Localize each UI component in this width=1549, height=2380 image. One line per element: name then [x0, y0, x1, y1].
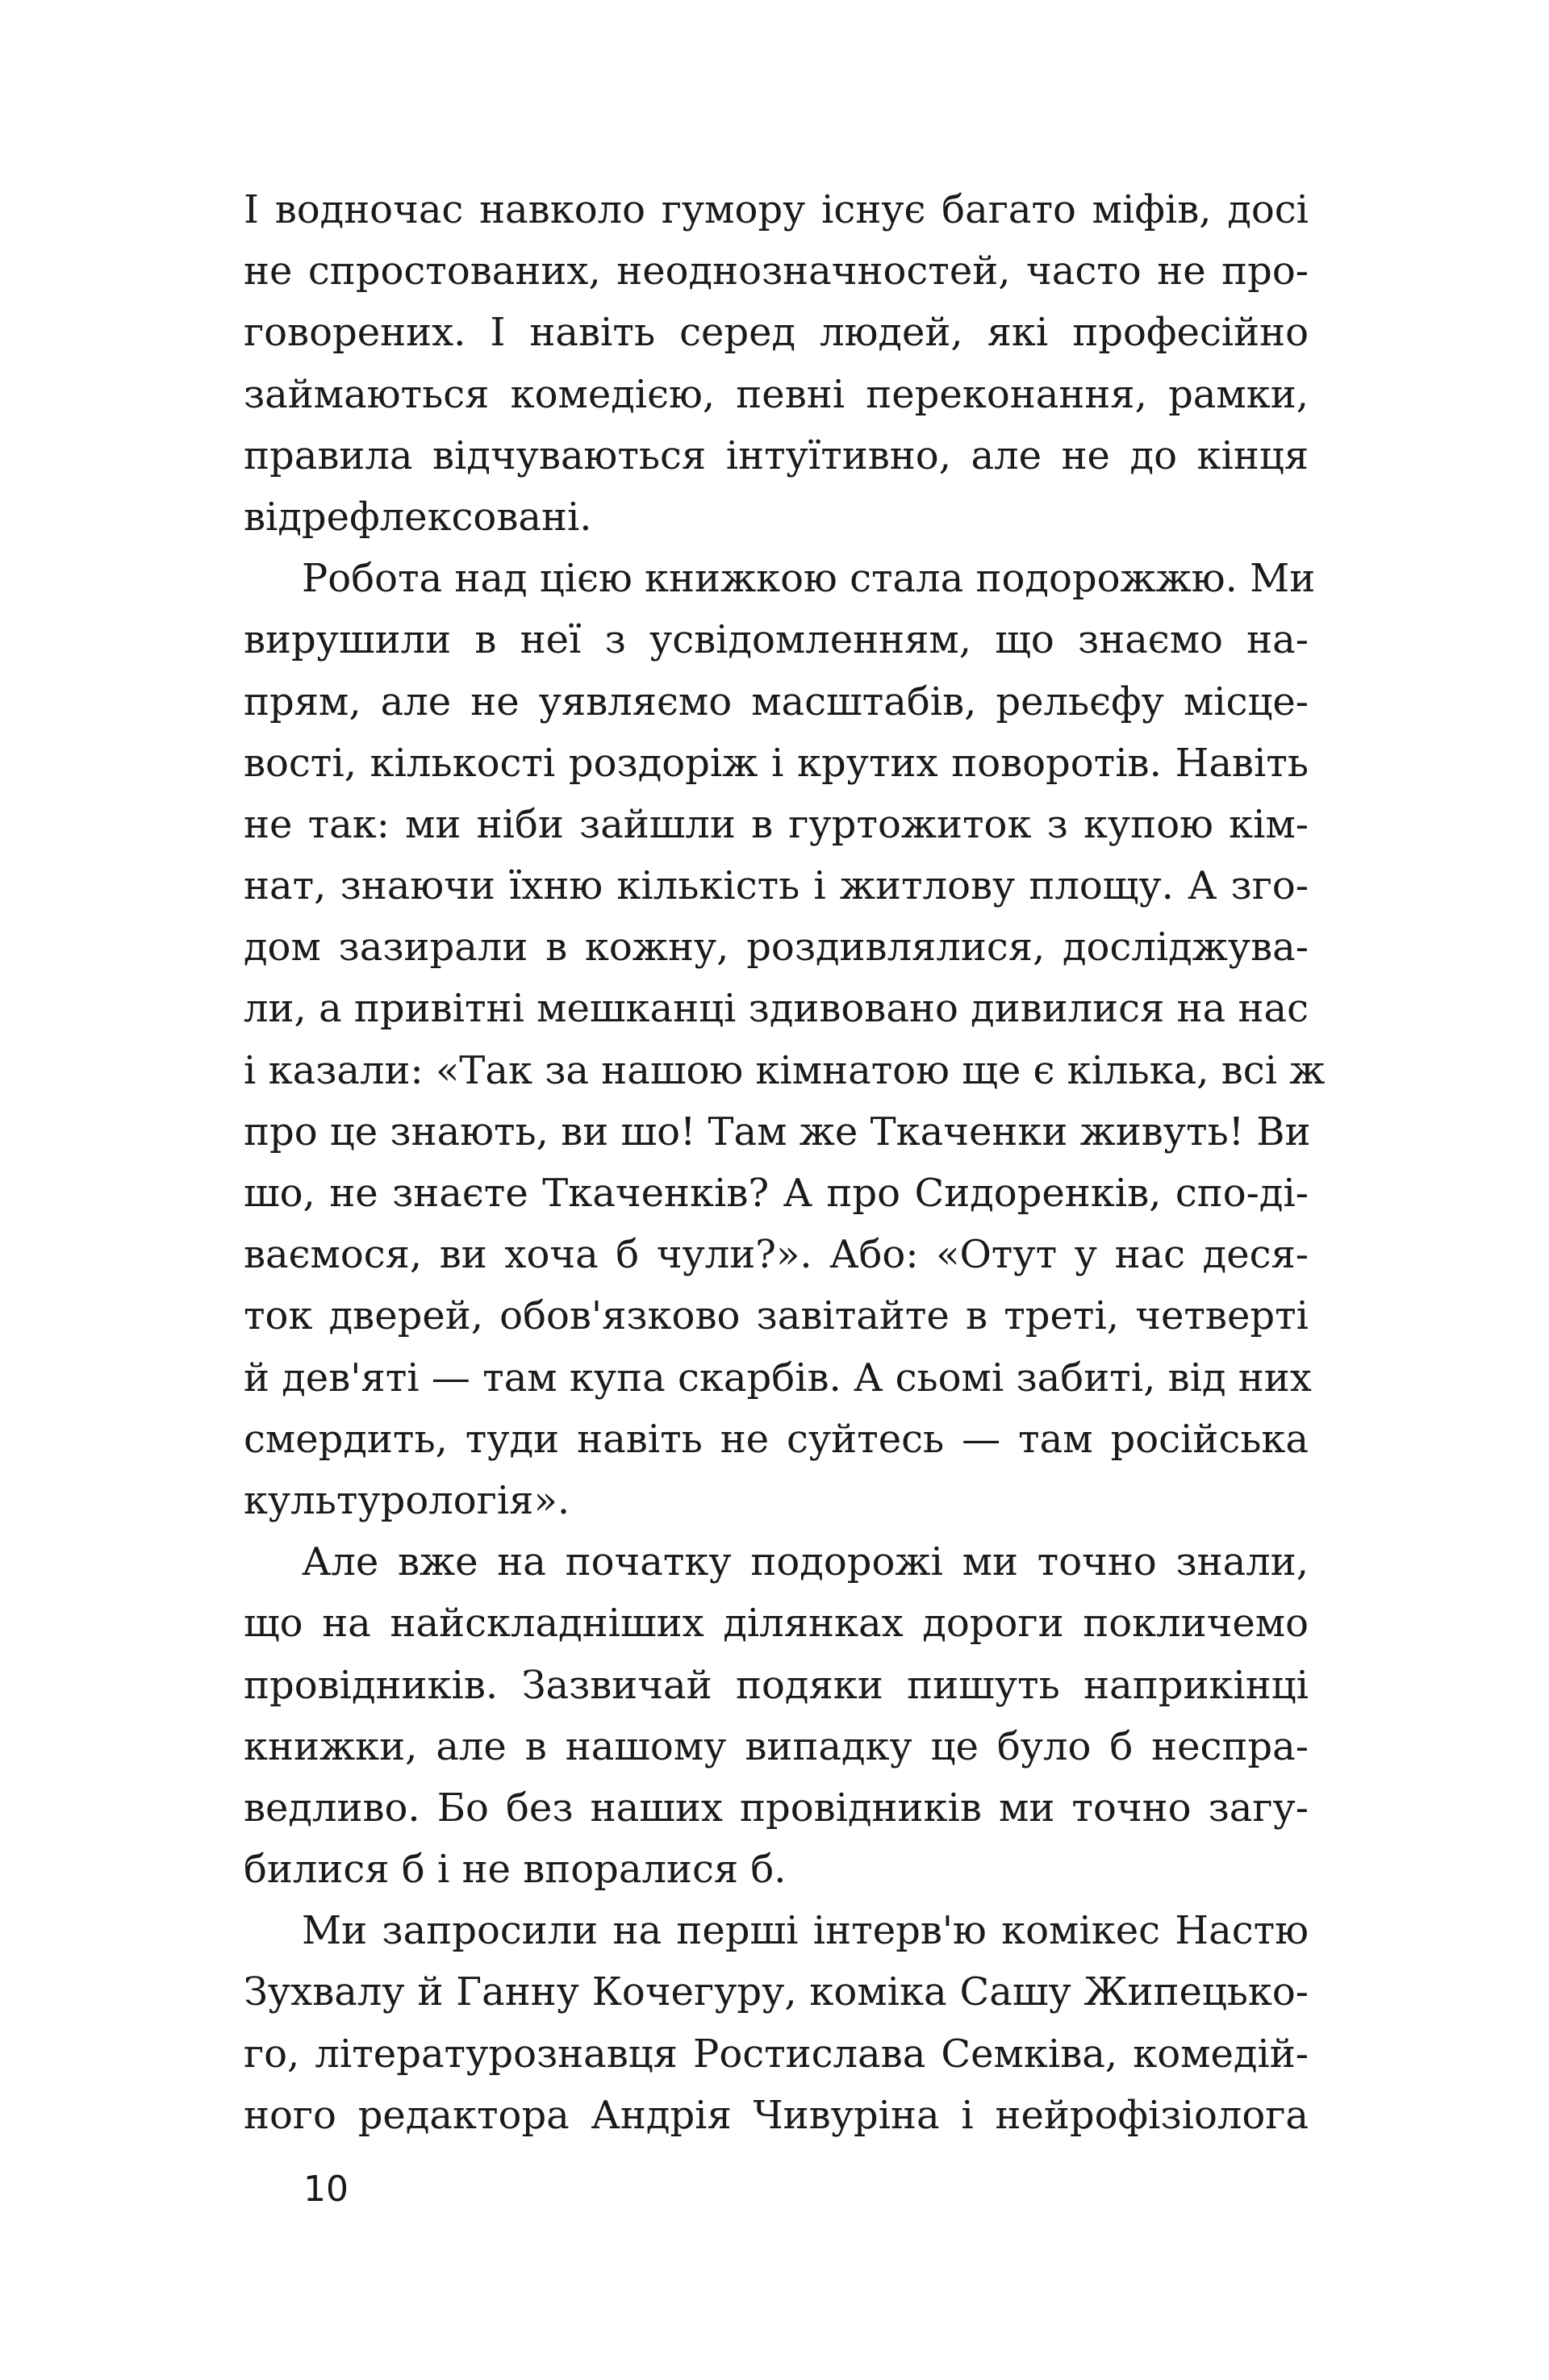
text-line: Ми запросили на перші інтерв'ю комікес Настю: [302, 1908, 1309, 1954]
text-line: смердить, туди навіть не суйтесь — там російська: [244, 1416, 1309, 1462]
text-line: Робота над цією книжкою стала подорожжю. Ми: [302, 556, 1316, 602]
text-line: займаються комедією, певні переконання, рамки,: [244, 371, 1309, 417]
text-line: шо, не знаєте Ткаченків? А про Сидоренків, спо-ді-: [244, 1171, 1309, 1216]
text-line: не спростованих, неоднозначностей, часто не про-: [244, 248, 1309, 294]
text-line: говорених. І навіть серед людей, які професійно: [244, 310, 1309, 356]
text-line: Зухвалу й Ганну Кочегуру, коміка Сашу Жипецько-: [244, 1969, 1309, 2015]
text-line: дом зазирали в кожну, роздивлялися, досліджува-: [244, 925, 1309, 971]
body-text: [244, 179, 1326, 2146]
text-line: ток дверей, обов'язково завітайте в треті, четверті: [244, 1293, 1309, 1339]
text-line: ного редактора Андрія Чивуріна і нейрофізіолога: [244, 2092, 1309, 2138]
text-line: і казали: «Так за нашою кімнатою ще є кілька, всі ж: [244, 1047, 1326, 1093]
text-line: про це знають, ви шо! Там же Ткаченки живуть! Ви: [244, 1109, 1311, 1155]
text-line: билися б і не впоралися б.: [244, 1847, 787, 1893]
text-line: відрефлексовані.: [244, 494, 592, 540]
text-line: ведливо. Бо без наших провідників ми точно загу-: [244, 1785, 1309, 1831]
text-line: книжки, але в нашому випадку це було б неспра-: [244, 1723, 1309, 1769]
text-line: вирушили в неї з усвідомленням, що знаємо на-: [244, 617, 1309, 663]
text-line: вості, кількості роздоріж і крутих поворотів. Навіть: [244, 740, 1309, 786]
page-number: 10: [303, 2169, 349, 2210]
text-line: не так: ми ніби зайшли в гуртожиток з купою кім-: [244, 801, 1309, 847]
text-line: прям, але не уявляємо масштабів, рельєфу місце-: [244, 679, 1309, 724]
text-line: ли, а привітні мешканці здивовано дивилися на нас: [244, 986, 1309, 1032]
text-line: культурологія».: [244, 1477, 570, 1523]
text-line: провідників. Зазвичай подяки пишуть наприкінці: [244, 1662, 1309, 1708]
text-line: І водночас навколо гумору існує багато міфів, досі: [244, 187, 1309, 232]
text-line: Але вже на початку подорожі ми точно знали,: [302, 1539, 1309, 1585]
text-line: правила відчуваються інтуїтивно, але не до кінця: [244, 432, 1309, 478]
text-line: й дев'яті — там купа скарбів. А сьомі забиті, від них: [244, 1355, 1312, 1401]
text-line: нат, знаючи їхню кількість і житлову площу. А зго-: [244, 863, 1309, 909]
text-line: го, літературознавця Ростислава Семківа, комедій-: [244, 2031, 1309, 2077]
text-line: ваємося, ви хоча б чули?». Або: «Отут у нас деся-: [244, 1232, 1309, 1278]
text-line: що на найскладніших ділянках дороги покличемо: [244, 1601, 1309, 1647]
